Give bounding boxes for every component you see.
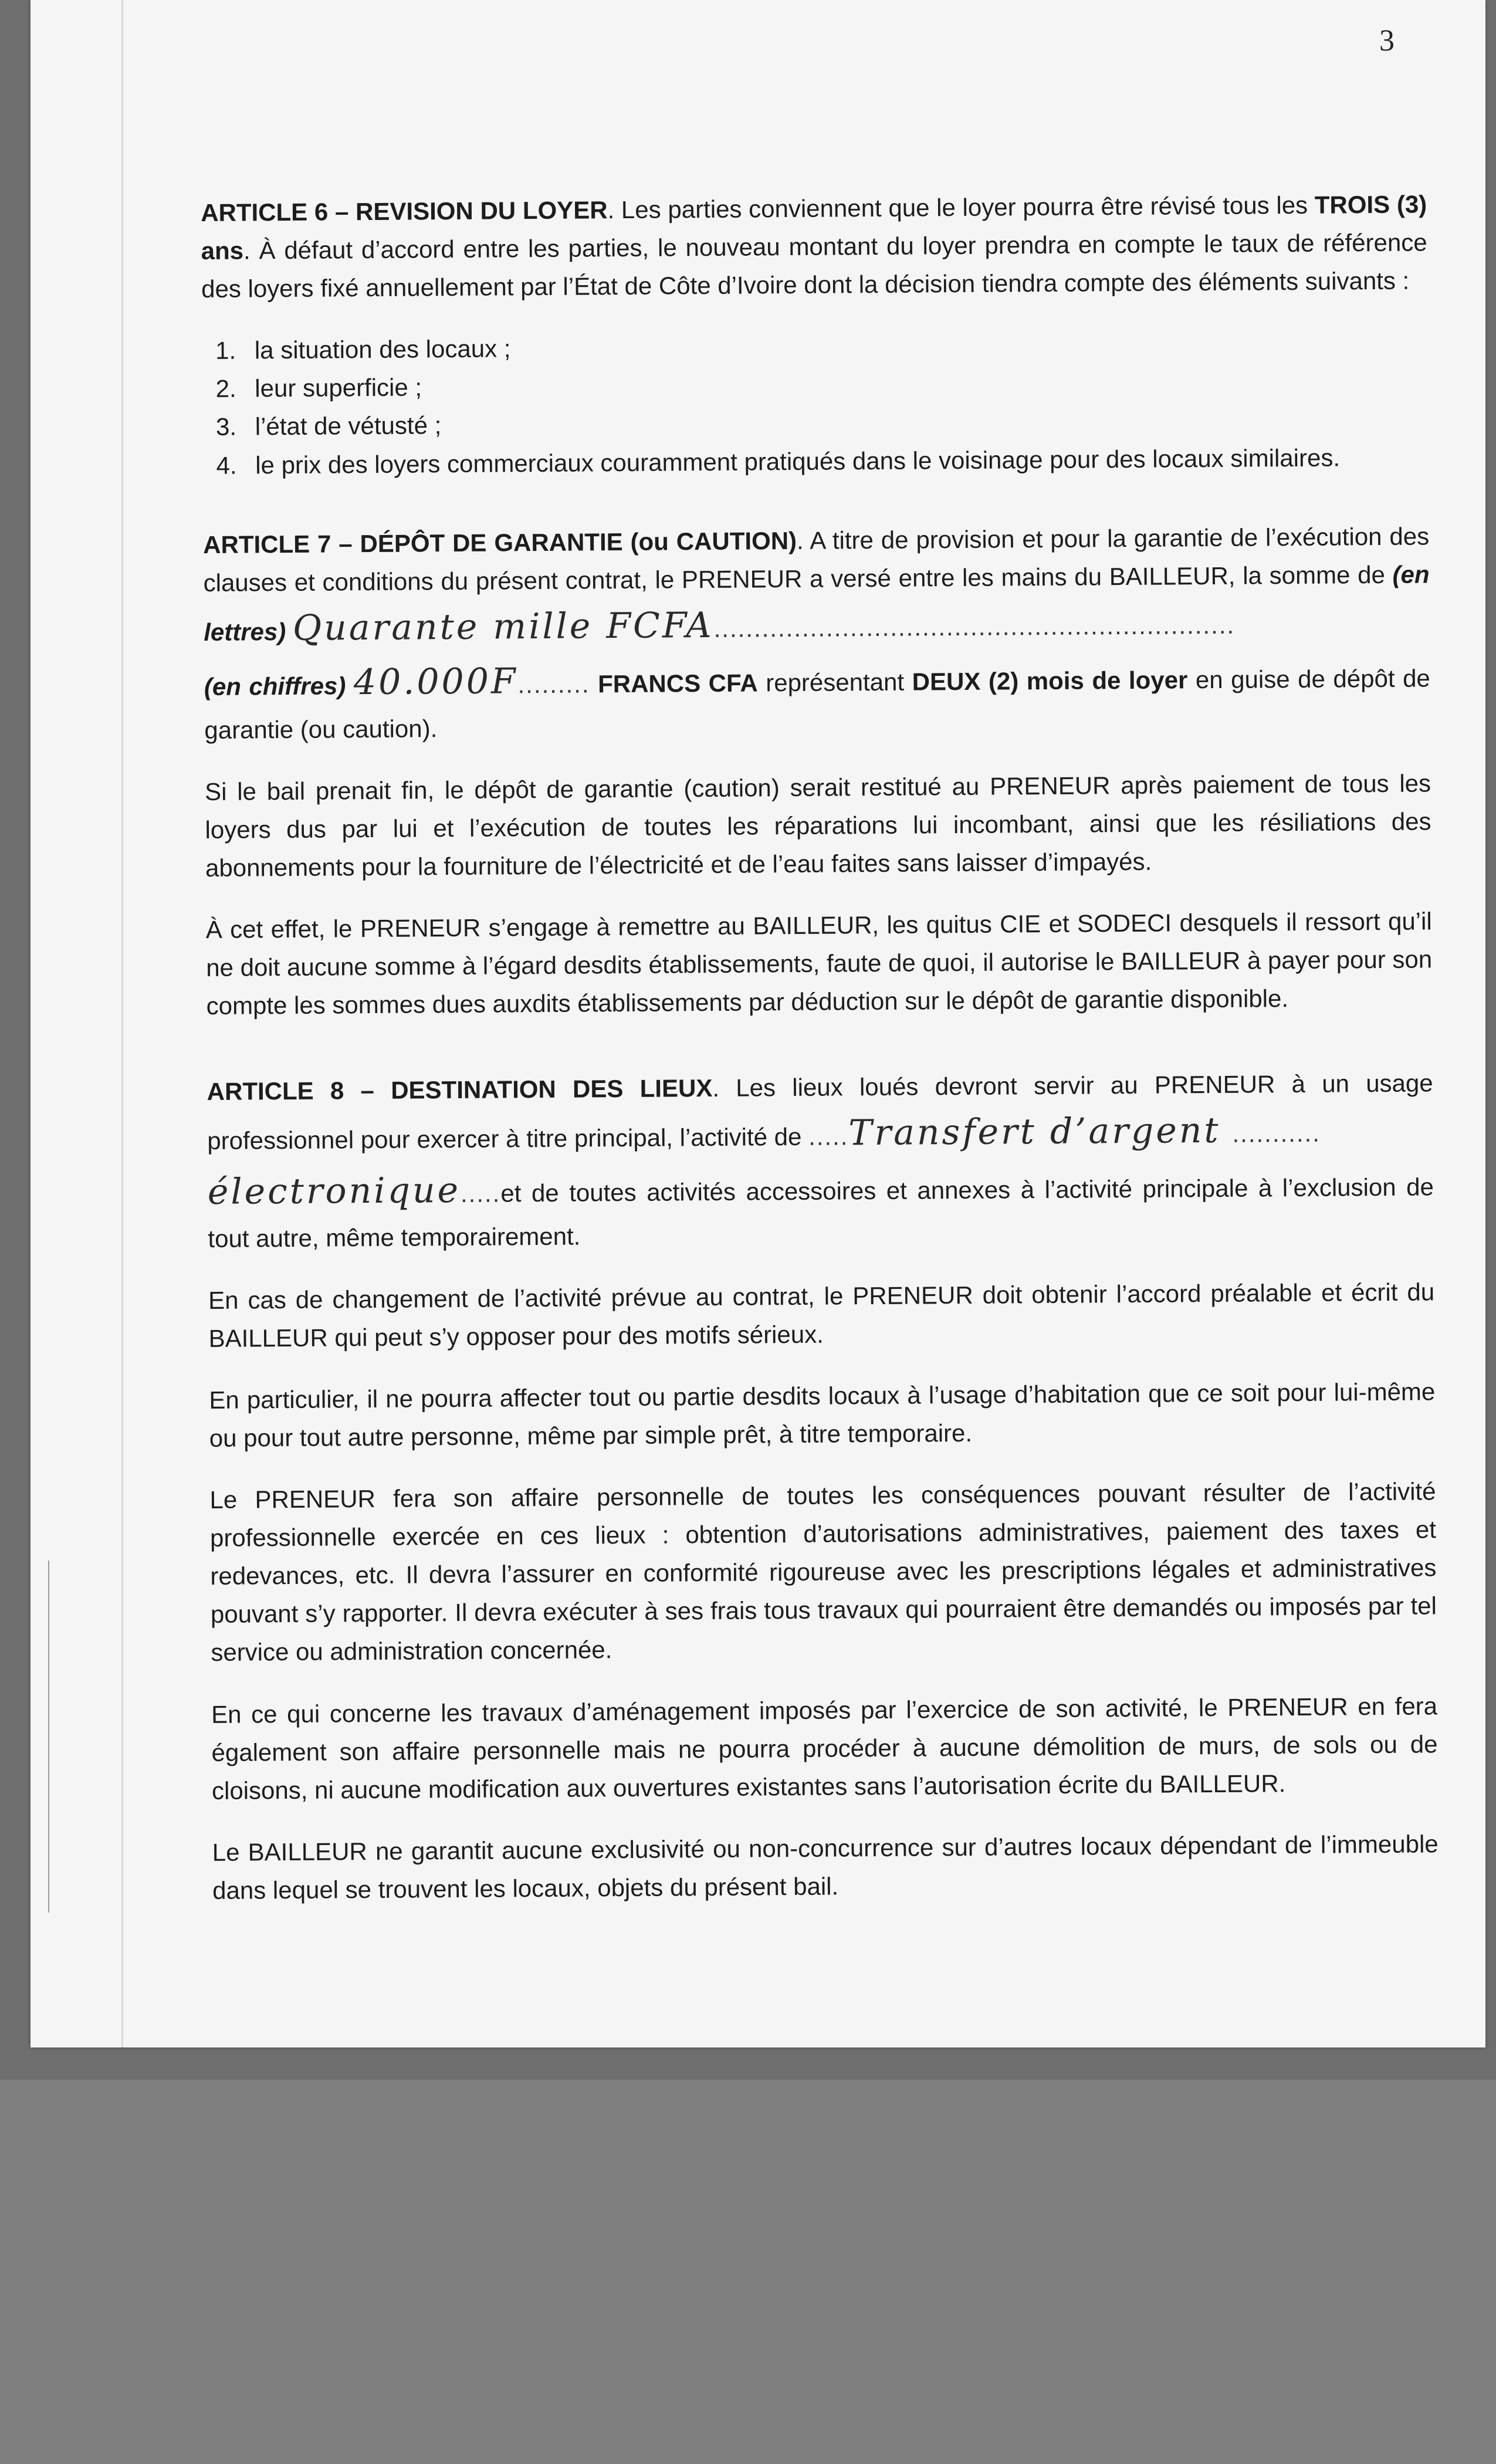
article-6-text-1: . Les parties conviennent que le loyer pourra être révisé tous les <box>607 191 1315 224</box>
page-fold-line <box>121 0 123 2047</box>
page-number: 3 <box>1379 24 1395 57</box>
article-8-intro-end: et de toutes activités accessoires et annexes à l’activité principale à l’exclusion de tout autre, même temporairement. <box>208 1172 1434 1253</box>
article-8-paragraph-5: En ce qui concerne les travaux d’aménagement imposés par l’exercice de son activité, le PRENEUR en fera également son affaire personnelle mais ne pourra procéder à aucune démolition de murs, de sols ou de cloisons, ni aucune modification aux ouvertures existantes sans l’autorisation écrite du BAILLEUR. <box>211 1691 1438 1805</box>
handwritten-activity-1: Transfert d’argent <box>848 1109 1221 1153</box>
list-item: 3. l’état de vétusté ; <box>243 400 1429 446</box>
article-8-paragraph-6: Le BAILLEUR ne garantit aucune exclusivité ou non-concurrence sur d’autres locaux dépendant de l’immeuble dans lequel se trouvent les locaux, objets du présent bail. <box>212 1830 1439 1904</box>
fill-dots: ..... <box>460 1179 501 1207</box>
fill-dots: ........... <box>1232 1119 1321 1148</box>
guise-text: en guise de dépôt de garantie (ou caution). <box>204 664 1430 744</box>
document-page <box>31 0 1485 2047</box>
handwritten-amount-figures: 40.000F <box>353 661 518 703</box>
article-7-paragraph-3: À cet effet, le PRENEUR s’engage à remettre au BAILLEUR, les quitus CIE et SODECI desquels il ressort qu’il ne doit aucune somme à l’égard desdits établissements, faute de quoi, il autorise le BAILLEUR à payer pour son compte les sommes dues auxdits établissements par déduction sur le dépôt de garantie disponible. <box>205 907 1433 1020</box>
article-8-paragraph-3: En particulier, il ne pourra affecter tout ou partie desdits locaux à l’usage d’habitation que ce soit pour lui-même ou pour tout autre personne, même par simple prêt, à titre temporaire. <box>209 1377 1436 1452</box>
article-8-paragraph <box>207 1064 1434 1258</box>
en-lettres-label: (en lettres) <box>204 560 1430 646</box>
handwritten-activity-2: électronique <box>207 1169 461 1213</box>
article-8-intro: . Les lieux loués devront servir au PRENEUR à un usage professionnel pour exercer à titre principal, l’activité de <box>207 1068 1433 1155</box>
en-chiffres-label: (en chiffres) <box>204 672 346 700</box>
binding-mark <box>48 1561 55 1913</box>
article-8-title: ARTICLE 8 – DESTINATION DES LIEUX <box>207 1074 713 1105</box>
document-body <box>201 185 1439 1933</box>
article-6-paragraph <box>201 185 1427 308</box>
article-6-bold-term: TROIS (3) ans <box>201 190 1427 265</box>
article-6-list <box>202 323 1429 485</box>
fill-dots: ................................................................. <box>713 611 1236 642</box>
handwritten-amount-words: Quarante mille FCFA <box>292 604 714 649</box>
francs-cfa-label: FRANCS CFA <box>597 669 758 698</box>
article-7-paragraph-2: Si le bail prenait fin, le dépôt de garantie (caution) serait restitué au PRENEUR après paiement de tous les loyers dus par lui et l’exécution de toutes les réparations lui incombant, ainsi que les résiliations des abonnements pour la fourniture de l’électricité et de l’eau faites sans laisser d’impayés. <box>204 769 1431 882</box>
fill-dots: ......... <box>517 670 590 699</box>
deux-mois-term: DEUX (2) mois de loyer <box>912 666 1188 696</box>
article-7-paragraph <box>203 517 1431 749</box>
article-7-intro: . A titre de provision et pour la garantie de l’exécution des clauses et conditions du présent contrat, le PRENEUR a versé entre les mains du BAILLEUR, la somme de <box>203 522 1430 597</box>
article-7-title: ARTICLE 7 – DÉPÔT DE GARANTIE (ou CAUTION) <box>203 526 797 559</box>
representant-text: représentant <box>757 668 912 697</box>
article-8-paragraph-4: Le PRENEUR fera son affaire personnelle de toutes les conséquences pouvant résulter de l’activité professionnelle exercée en ces lieux : obtention d’autorisations administratives, paiement des taxes et redevances, etc. Il devra l’assurer en conformité rigoureuse avec les prescriptions légales et administratives pouvant s’y rapporter. Il devra exécuter à ses frais tous travaux qui pourraient être demandés ou imposés par tel service ou administration concernée. <box>209 1477 1437 1667</box>
article-6-title: ARTICLE 6 – REVISION DU LOYER <box>201 196 608 226</box>
list-item: 1. la situation des locaux ; <box>243 323 1428 370</box>
list-item: 2. leur superficie ; <box>243 361 1428 408</box>
article-8-paragraph-2: En cas de changement de l’activité prévue au contrat, le PRENEUR doit obtenir l’accord préalable et écrit du BAILLEUR qui peut s’y opposer pour des motifs sérieux. <box>208 1278 1435 1352</box>
article-6-text-2: . À défaut d’accord entre les parties, le nouveau montant du loyer prendra en compte le taux de référence des loyers fixé annuellement par l’État de Côte d’Ivoire dont la décision tiendra compte des éléments suivants : <box>201 228 1427 303</box>
fill-dots: ..... <box>808 1122 849 1150</box>
list-item: 4. le prix des loyers commerciaux couramment pratiqués dans le voisinage pour des locaux similaires. <box>243 438 1429 484</box>
